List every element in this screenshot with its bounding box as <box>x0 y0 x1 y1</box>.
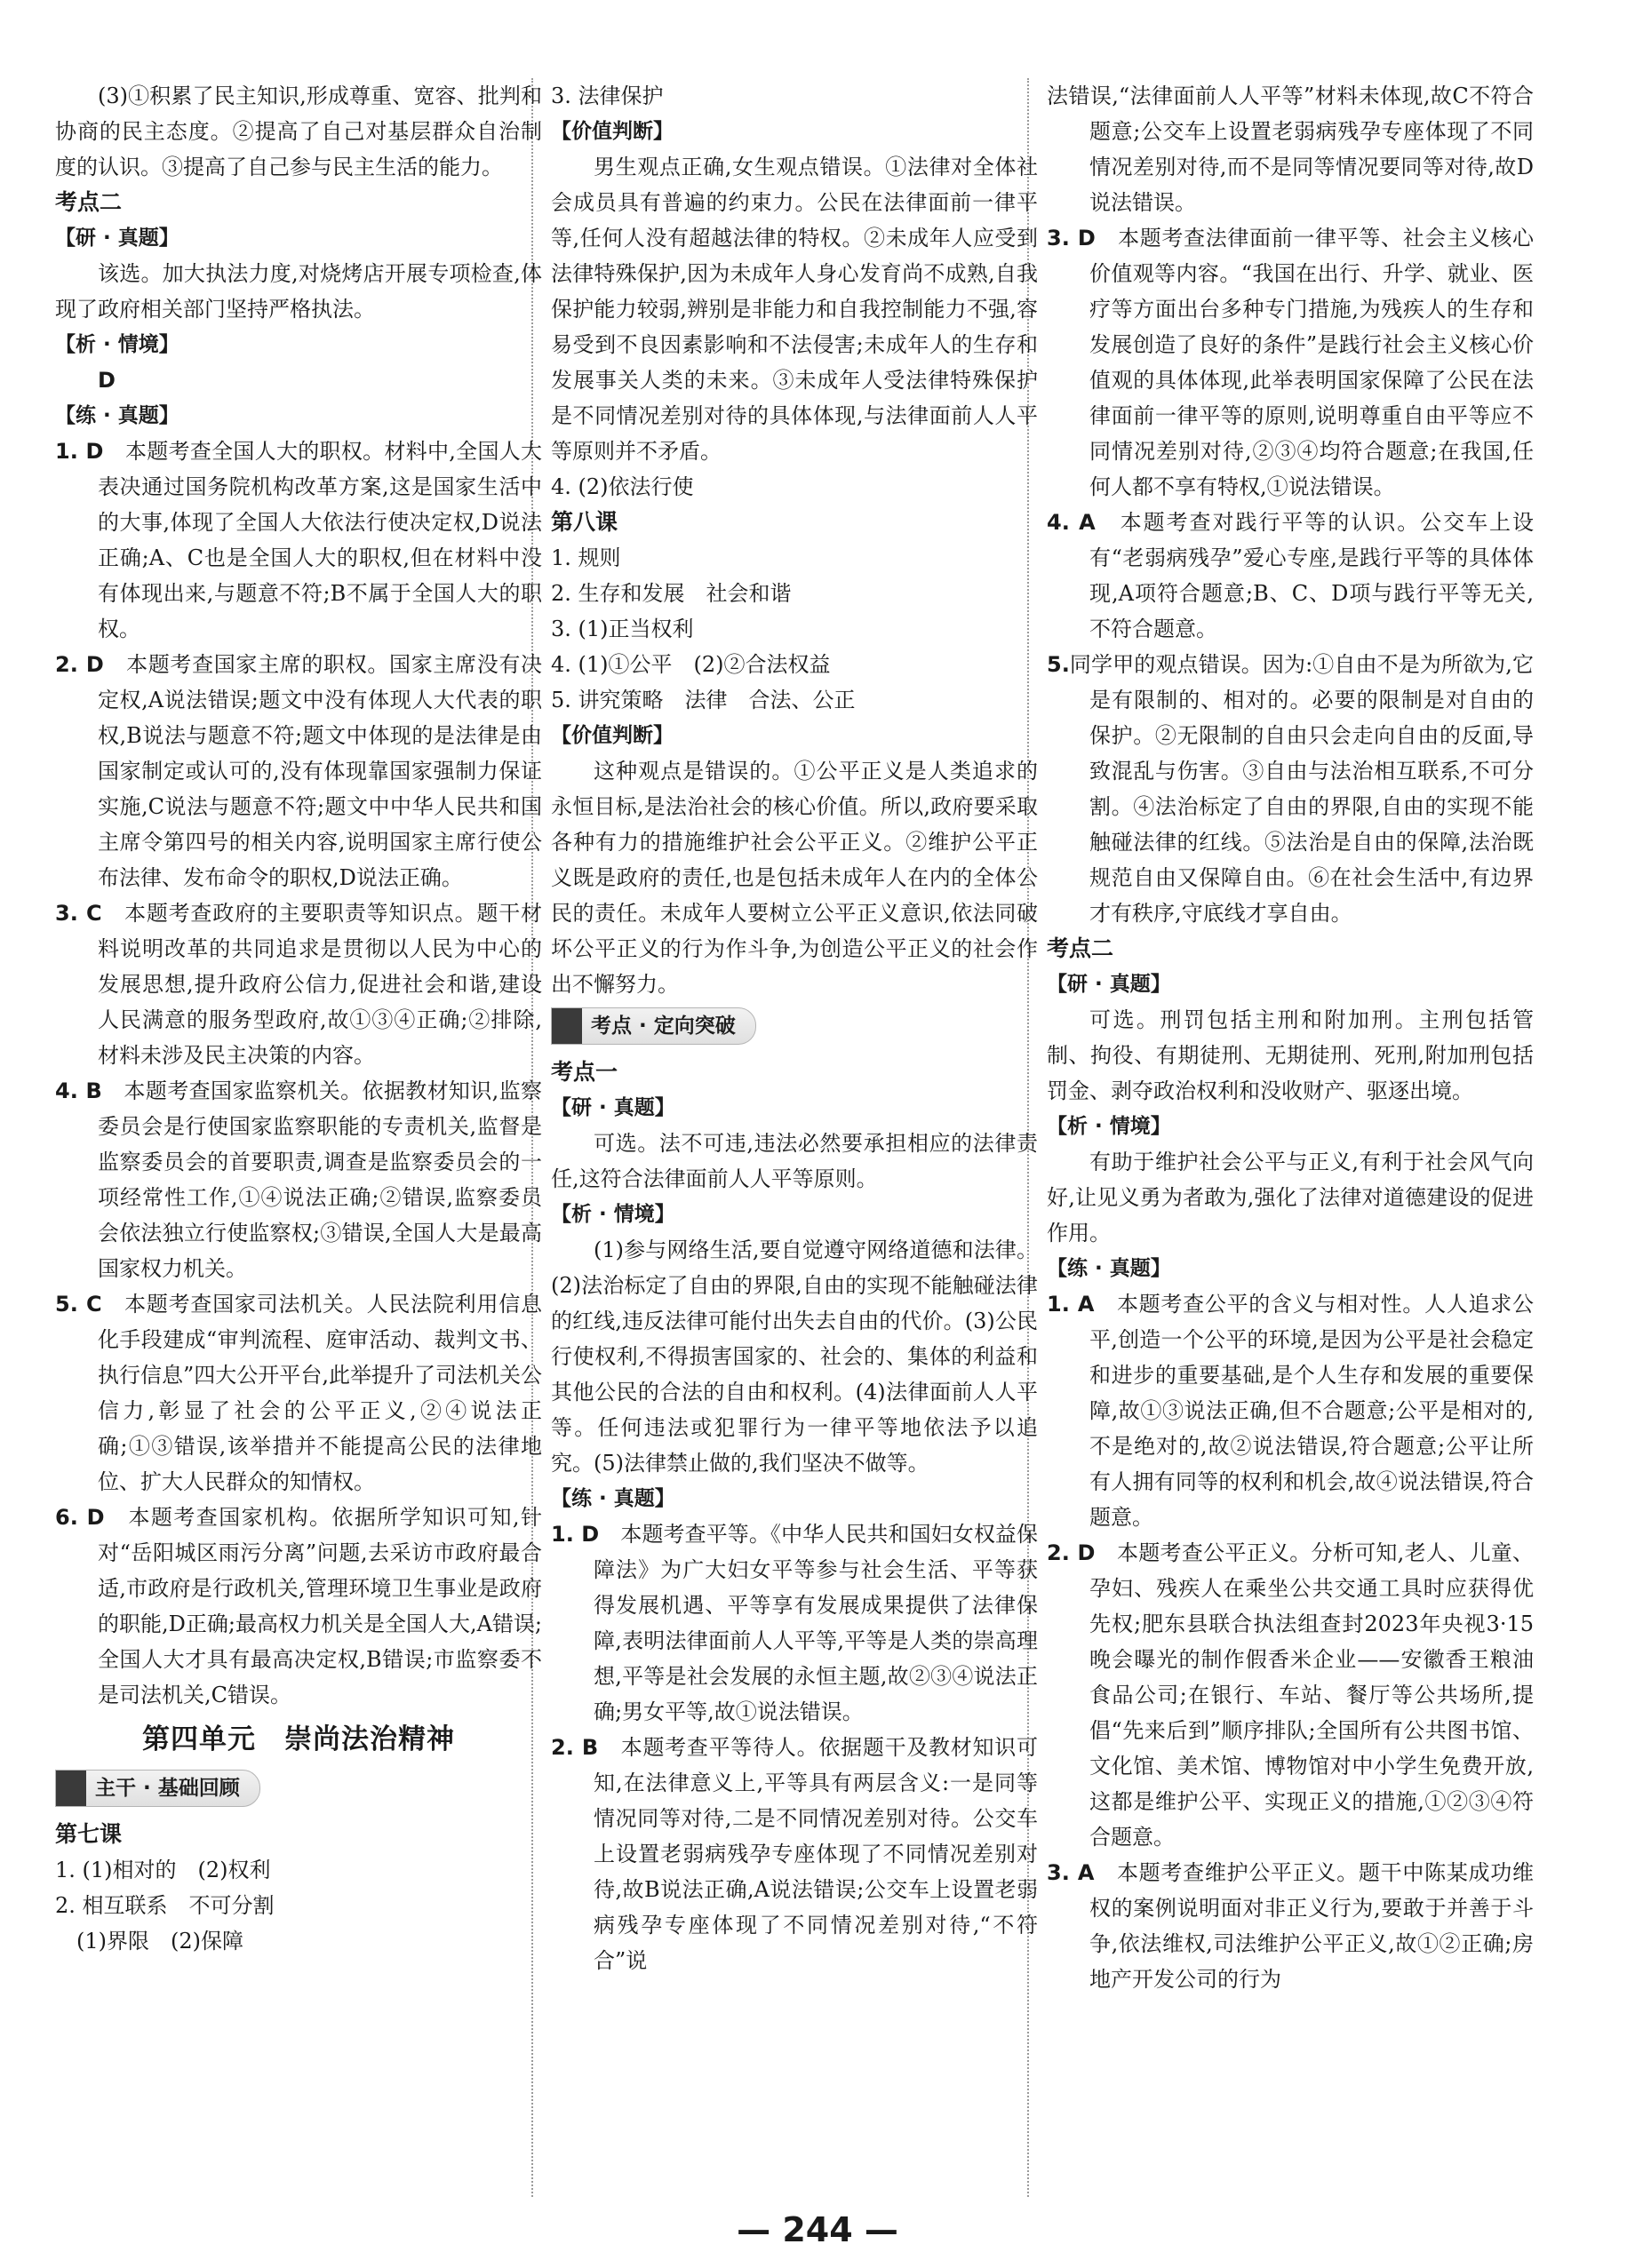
answer-text: 本题考查政府的主要职责等知识点。题干材料说明改革的共同追求是贯彻以人民为中心的发展思想,提升政府公信力,促进社会和谐,建设人民满意的服务型政府,故①③④正确;②排除,材料未涉及民主决策的内容。 <box>98 901 542 1068</box>
paragraph: (3)①积累了民主知识,形成尊重、宽容、批判和协商的民主态度。②提高了自己对基层群众自治制度的认识。③提高了自己参与民主生活的能力。 <box>55 84 542 179</box>
question-label: 6. D <box>55 1505 105 1530</box>
question-label: 2. B <box>551 1735 599 1760</box>
answer-text: 本题考查国家主席的职权。国家主席没有决定权,A说法错误;题文中没有体现人大代表的职权,B说法与题意不符;题文中体现的是法律是由国家制定或认可的,没有体现靠国家强制力保证实施,C说法与题意不符;题文中中华人民共和国主席令第四号的相关内容,说明国家主席行使公布法律、发布命令的职权,D说法正确。 <box>98 652 543 890</box>
page-number: — 244 — <box>737 2210 898 2249</box>
tag-label: 【析 · 情境】 <box>551 1203 675 1226</box>
question-answer <box>55 1500 542 1713</box>
answer-text: 本题考查法律面前一律平等、社会主义核心价值观等内容。“我国在出行、升学、就业、医疗等方面出台多种专门措施,为残疾人的生存和发展创造了良好的条件”是践行社会主义核心价值观的具体体现,此举表明国家保障了公民在法律面前一律平等的原则,说明尊重自由平等应不同情况差别对待,②③④均符合题意;在我国,任何人都不享有特权,①说法错误。 <box>1089 226 1535 499</box>
tag-label: 【研 · 真题】 <box>551 1096 675 1119</box>
answer-text: 本题考查平等待人。依据题干及教材知识可知,在法律意义上,平等具有两层含义:一是同等情况同等对待,二是不同情况差别对待。公交车上设置老弱病残孕专座体现了不同情况差别对待,故B说法正确,A说法错误;公交车上设置老弱病残孕专座体现了不同情况差别对待,“不符合”说 <box>594 1735 1039 1973</box>
question-label: 1. D <box>551 1522 600 1547</box>
answer-line: 2. 相互联系 不可分割 <box>55 1893 275 1918</box>
tag-label: 【研 · 真题】 <box>1047 973 1171 996</box>
tag-label: 【练 · 真题】 <box>1047 1257 1171 1280</box>
answer-text: 本题考查国家司法机关。人民法院利用信息化手段建成“审判流程、庭审活动、裁判文书、执行信息”四大公开平台,此举提升了司法机关公信力,彰显了社会的公平正义,②④说法正确;①③错误,该举措并不能提高公民的法律地位、扩大人民群众的知情权。 <box>98 1292 542 1494</box>
tag-label: 【研 · 真题】 <box>55 227 179 250</box>
section-heading: 考点一 <box>551 1059 618 1085</box>
answer-line: 1. (1)相对的 (2)权利 <box>55 1858 271 1882</box>
question-answer <box>1047 1286 1534 1535</box>
section-heading: 考点二 <box>1047 935 1114 961</box>
paragraph: 有助于维护社会公平与正义,有利于社会风气向好,让见义勇为者敢为,强化了法律对道德建设的促进作用。 <box>1047 1150 1534 1245</box>
question-label: 3. C <box>55 901 102 926</box>
badge-block-icon <box>56 1771 86 1806</box>
answer-text: 本题考查公平正义。分析可知,老人、儿童、孕妇、残疾人在乘坐公共交通工具时应获得优先权;肥东县联合执法组查封2023年央视3·15晚会曝光的制作假香米企业——安徽香王粮油食品公司;在银行、车站、餐厅等公共场所,提倡“先来后到”顺序排队;全国所有公共图书馆、文化馆、美术馆、博物馆对中小学生免费开放,这都是维护公平、实现正义的措施,①②③④符合题意。 <box>1089 1540 1535 1850</box>
badge-label: 考点 · 定向突破 <box>591 1015 736 1038</box>
column-left <box>55 78 542 1959</box>
question-answer <box>55 434 542 647</box>
question-label: 5. <box>1047 652 1070 677</box>
question-answer <box>1047 1855 1534 1997</box>
answer-text: 法错误,“法律面前人人平等”材料未体现,故C不符合题意;公交车上设置老弱病残孕专座体现了不同情况差别对待,而不是同等情况要同等对待,故D说法错误。 <box>1047 84 1534 215</box>
answer-line: 1. 规则 <box>551 545 621 570</box>
answer-line: 2. 生存和发展 社会和谐 <box>551 581 792 606</box>
question-label: 5. C <box>55 1292 102 1317</box>
question-label: 4. A <box>1047 510 1096 535</box>
paragraph: (1)参与网络生活,要自觉遵守网络道德和法律。(2)法治标定了自由的界限,自由的实现不能触碰法律的红线,违反法律可能付出失去自由的代价。(3)公民行使权利,不得损害国家的、社会的、集体的利益和其他公民的合法的自由和权利。(4)法律面前人人平等。任何违法或犯罪行为一律平等地依法予以追究。(5)法律禁止做的,我们坚决不做等。 <box>551 1237 1038 1476</box>
question-answer <box>1047 647 1534 931</box>
answer-line: 4. (1)①公平 (2)②合法权益 <box>551 652 831 677</box>
lesson-heading: 第八课 <box>551 509 618 535</box>
tag-label: 【析 · 情境】 <box>55 333 179 356</box>
tag-label: 【析 · 情境】 <box>1047 1115 1171 1138</box>
answer-text: 本题考查对践行平等的认识。公交车上设有“老弱病残孕”爱心专座,是践行平等的具体体现,A项符合题意;B、C、D项与践行平等无关,不符合题意。 <box>1089 510 1535 641</box>
answer-line: 5. 讲究策略 法律 合法、公正 <box>551 688 856 712</box>
paragraph: 该选。加大执法力度,对烧烤店开展专项检查,体现了政府相关部门坚持严格执法。 <box>55 261 542 322</box>
section-badge <box>551 1007 756 1045</box>
tag-label: 【价值判断】 <box>551 724 674 747</box>
question-answer <box>55 647 542 895</box>
answer-text: 本题考查国家监察机关。依据教材知识,监察委员会是行使国家监察职能的专责机关,监督是监察委员会的首要职责,调查是监察委员会的一项经常性工作,①④说法正确;②错误,监察委员会依法独立行使监察权;③错误,全国人大是最高国家权力机关。 <box>98 1078 542 1281</box>
question-answer <box>55 1286 542 1500</box>
tag-label: 【练 · 真题】 <box>55 404 179 427</box>
question-label: 3. D <box>1047 226 1096 251</box>
tag-label: 【价值判断】 <box>551 120 674 143</box>
unit-title: 第四单元 崇尚法治精神 <box>142 1723 455 1755</box>
question-label: 3. A <box>1047 1860 1095 1885</box>
question-label: 1. A <box>1047 1292 1095 1317</box>
paragraph: 这种观点是错误的。①公平正义是人类追求的永恒目标,是法治社会的核心价值。所以,政府要采取各种有力的措施维护社会公平正义。②维护公平正义既是政府的责任,也是包括未成年人在内的全体公民的责任。未成年人要树立公平正义意识,依法同破坏公平正义的行为作斗争,为创造公平正义的社会作出不懈努力。 <box>551 759 1038 997</box>
question-answer <box>1047 220 1534 505</box>
column-right <box>1047 78 1534 1997</box>
answer-line: 4. (2)依法行使 <box>551 474 694 499</box>
badge-label: 主干 · 基础回顾 <box>95 1777 240 1800</box>
answer-line: 3. (1)正当权利 <box>551 617 694 641</box>
question-answer <box>1047 1535 1534 1855</box>
answer-text: 本题考查公平的含义与相对性。人人追求公平,创造一个公平的环境,是因为公平是社会稳定和进步的重要基础,是个人生存和发展的重要保障,故①③说法正确,但不合题意;公平是相对的,不是绝对的,故②说法错误,符合题意;公平让所有人拥有同等的权利和机会,故④说法错误,符合题意。 <box>1089 1292 1535 1530</box>
question-answer <box>55 1073 542 1286</box>
lesson-heading: 第七课 <box>55 1821 123 1847</box>
answer-text: 同学甲的观点错误。因为:①自由不是为所欲为,它是有限制的、相对的。必要的限制是对自由的保护。②无限制的自由只会走向自由的反面,导致混乱与伤害。③自由与法治相互联系,不可分割。④法治标定了自由的界限,自由的实现不能触碰法律的红线。⑤法治是自由的保障,法治既规范自由又保障自由。⑥在社会生活中,有边界才有秩序,守底线才享自由。 <box>1069 652 1534 926</box>
question-label: 2. D <box>1047 1540 1096 1565</box>
section-badge <box>55 1770 260 1807</box>
answer-line: (1)界限 (2)保障 <box>76 1929 243 1954</box>
question-label: 1. D <box>55 439 104 464</box>
question-answer <box>1047 505 1534 647</box>
answer-text: 本题考查国家机构。依据所学知识可知,针对“岳阳城区雨污分离”问题,去采访市政府最合适,市政府是行政机关,管理环境卫生事业是政府的职能,D正确;最高权力机关是全国人大,A错误;全国人大才具有最高决定权,B错误;市监察委不是司法机关,C错误。 <box>98 1505 543 1707</box>
question-label: 2. D <box>55 652 104 677</box>
question-answer <box>551 1730 1038 1978</box>
paragraph: 可选。刑罚包括主刑和附加刑。主刑包括管制、拘役、有期徒刑、无期徒刑、死刑,附加刑包括罚金、剥夺政治权利和没收财产、驱逐出境。 <box>1047 1007 1534 1103</box>
section-heading: 考点二 <box>55 189 123 215</box>
badge-block-icon <box>552 1008 582 1044</box>
paragraph: 可选。法不可违,违法必然要承担相应的法律责任,这符合法律面前人人平等原则。 <box>551 1131 1038 1191</box>
answer-letter: D <box>98 368 116 393</box>
tag-label: 【练 · 真题】 <box>551 1487 675 1510</box>
column-middle <box>551 78 1038 1978</box>
answer-text: 本题考查平等。《中华人民共和国妇女权益保障法》为广大妇女平等参与社会生活、平等获得发展机遇、平等享有发展成果提供了法律保障,表明法律面前人人平等,平等是人类的崇高理想,平等是社会发展的永恒主题,故②③④说法正确;男女平等,故①说法错误。 <box>594 1522 1039 1724</box>
paragraph: 男生观点正确,女生观点错误。①法律对全体社会成员具有普遍的约束力。公民在法律面前一律平等,任何人没有超越法律的特权。②未成年人应受到法律特殊保护,因为未成年人身心发育尚不成熟,自我保护能力较弱,辨别是非能力和自我控制能力不强,容易受到不良因素影响和不法侵害;未成年人的生存和发展事关人类的未来。③未成年人受法律特殊保护是不同情况差别对待的具体体现,与法律面前人人平等原则并不矛盾。 <box>551 155 1038 464</box>
question-label: 4. B <box>55 1078 102 1103</box>
answer-text: 本题考查全国人大的职权。材料中,全国人大表决通过国务院机构改革方案,这是国家生活中的大事,体现了全国人大依法行使决定权,D说法正确;A、C也是全国人大的职权,但在材料中没有体现出来,与题意不符;B不属于全国人大的职权。 <box>98 439 543 641</box>
question-answer <box>55 895 542 1073</box>
answer-text: 本题考查维护公平正义。题干中陈某成功维权的案例说明面对非正义行为,要敢于并善于斗争,依法维权,司法维护公平正义,故①②正确;房地产开发公司的行为 <box>1089 1860 1535 1992</box>
question-answer-continued <box>1047 78 1534 220</box>
answer-line: 3. 法律保护 <box>551 84 664 108</box>
question-answer <box>551 1516 1038 1730</box>
